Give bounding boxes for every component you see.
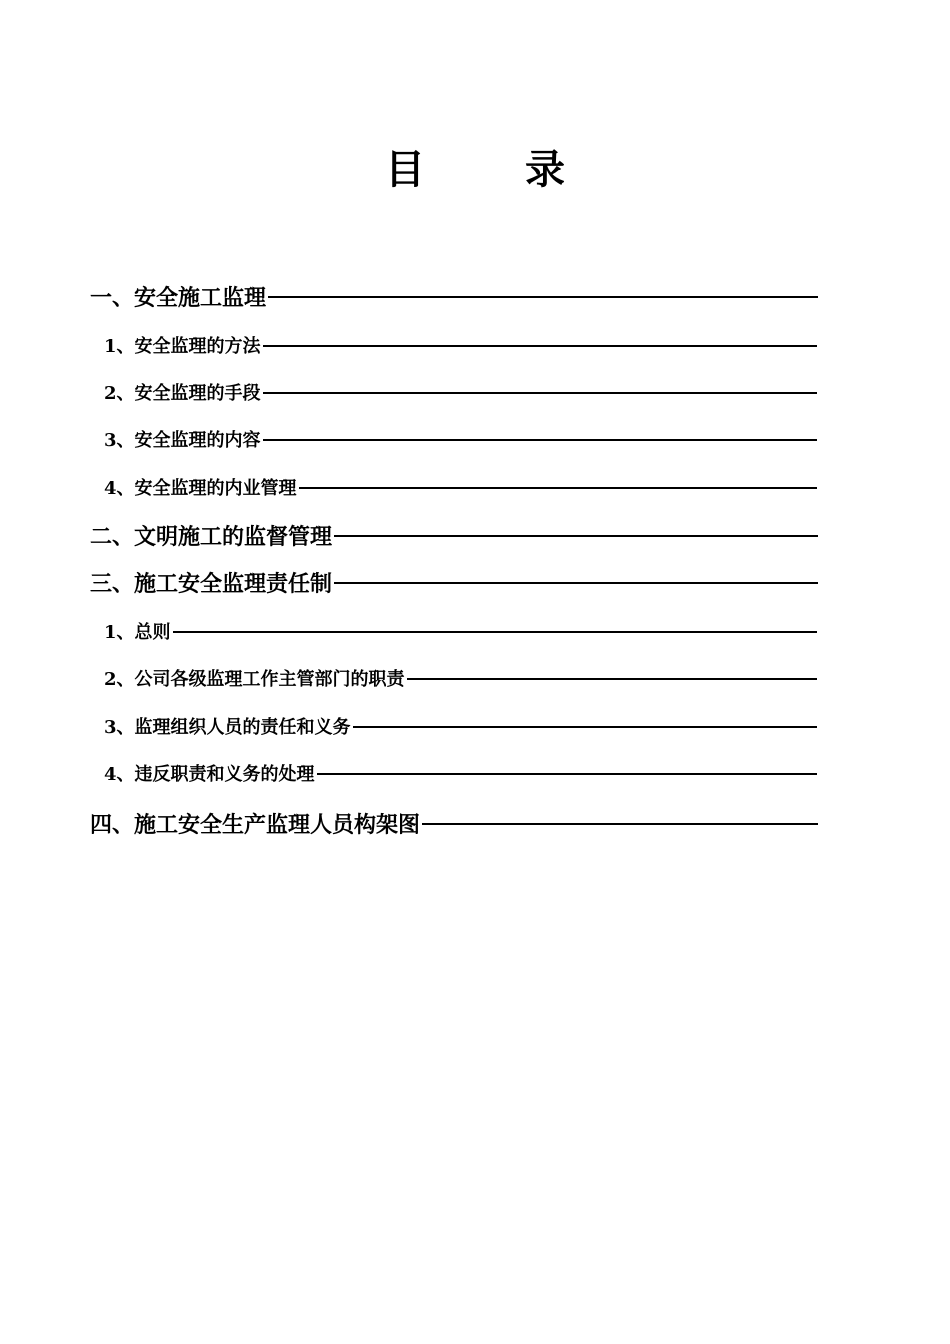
toc-leader-line (263, 345, 817, 347)
toc-entry-label: 3、安全监理的内容 (104, 430, 261, 451)
toc-entry-section-1-3[interactable] (104, 426, 817, 452)
toc-leader-line (334, 582, 818, 584)
toc-leader-line (317, 773, 817, 775)
toc-entry-section-3-2[interactable] (104, 665, 817, 691)
toc-entry-section-3-4[interactable] (104, 760, 817, 786)
toc-entry-label: 一、安全施工监理 (90, 284, 267, 311)
toc-leader-line (422, 823, 818, 825)
toc-leader-line (407, 678, 817, 680)
toc-entry-section-1-4[interactable] (104, 474, 817, 500)
toc-entry-label: 3、监理组织人员的责任和义务 (104, 717, 351, 738)
toc-entry-section-4[interactable] (90, 808, 818, 838)
title-char-2: 录 (525, 146, 565, 193)
toc-entry-label: 4、安全监理的内业管理 (104, 478, 297, 499)
toc-entry-section-3-3[interactable] (104, 713, 817, 739)
toc-entry-label: 四、施工安全生产监理人员构架图 (90, 811, 421, 838)
toc-entry-label: 2、安全监理的手段 (104, 383, 261, 404)
toc-entry-label: 2、公司各级监理工作主管部门的职责 (104, 669, 405, 690)
toc-leader-line (173, 631, 817, 633)
toc-entry-label: 1、安全监理的方法 (104, 336, 261, 357)
toc-entry-section-3[interactable] (90, 567, 818, 597)
toc-entry-label: 1、总则 (104, 622, 171, 643)
toc-leader-line (263, 392, 817, 394)
toc-entry-label: 二、文明施工的监督管理 (90, 523, 333, 550)
toc-entry-label: 4、违反职责和义务的处理 (104, 764, 315, 785)
toc-leader-line (268, 296, 818, 298)
toc-entry-section-1[interactable] (90, 281, 818, 311)
toc-leader-line (353, 726, 817, 728)
toc-entry-label: 三、施工安全监理责任制 (90, 570, 333, 597)
toc-entry-section-1-2[interactable] (104, 379, 817, 405)
toc-leader-line (334, 535, 818, 537)
toc-entry-section-2[interactable] (90, 520, 818, 550)
toc-leader-line (263, 439, 817, 441)
toc-leader-line (299, 487, 817, 489)
toc-entry-section-1-1[interactable] (104, 332, 817, 358)
title-char-1: 目 (385, 146, 425, 193)
toc-entry-section-3-1[interactable] (104, 618, 817, 644)
